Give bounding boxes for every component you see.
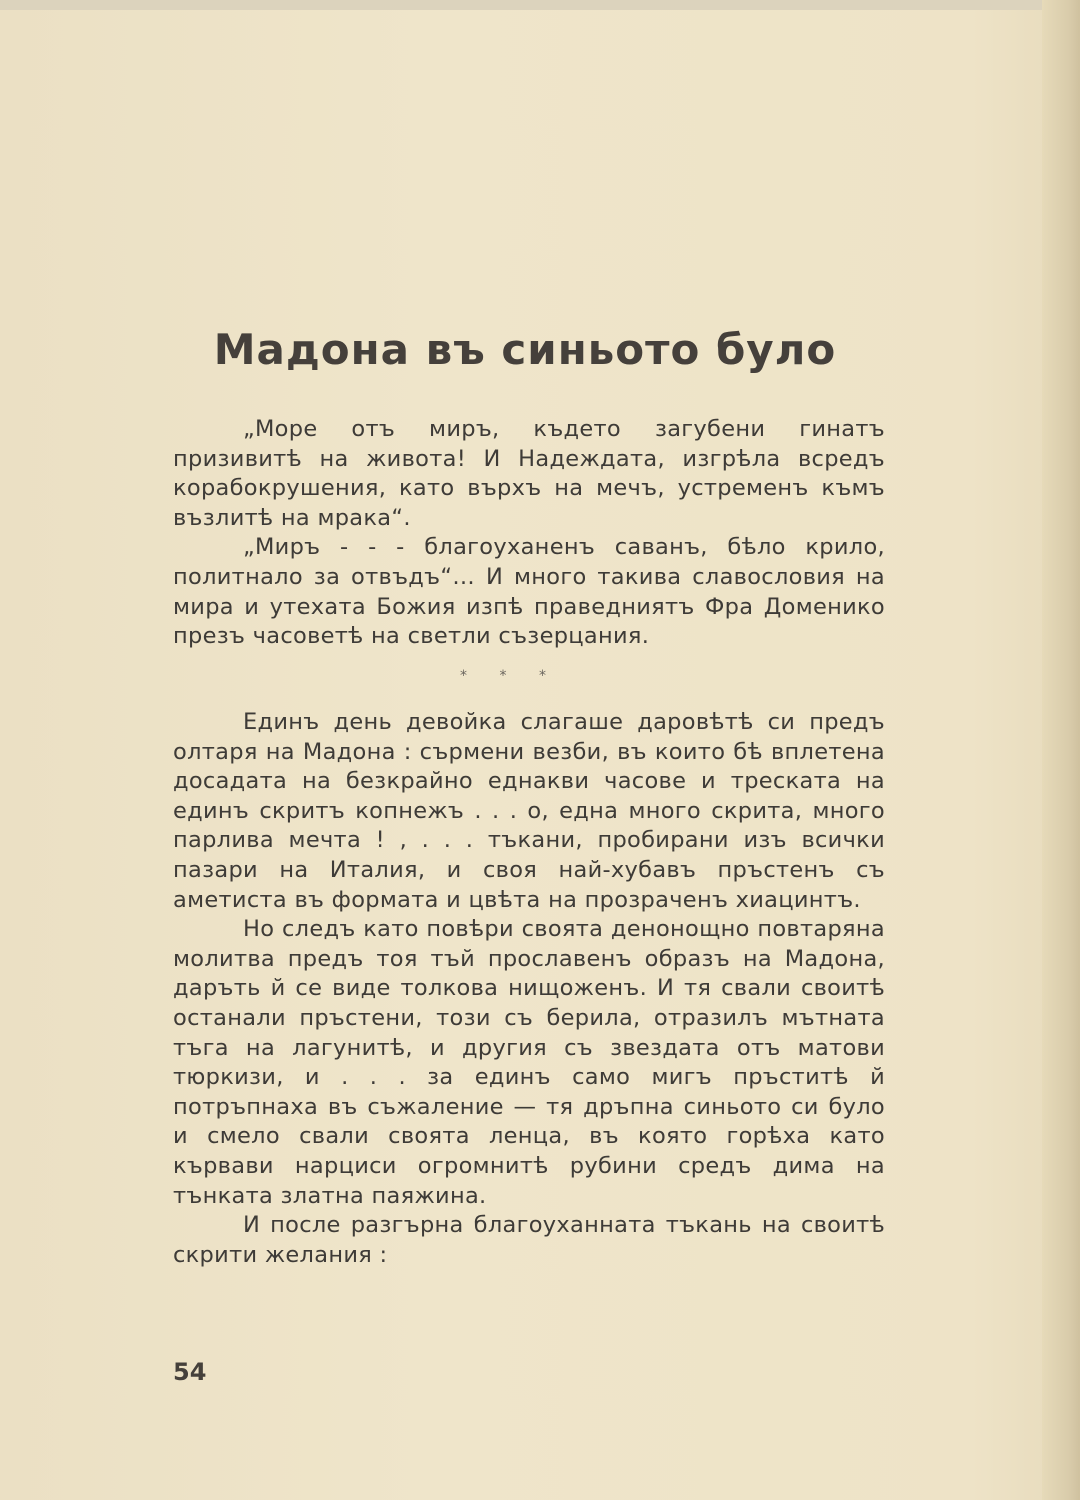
paragraph: Единъ день девойка слагаше даровѣтѣ си предъ олтаря на Мадона : сърмени везби, въ които бѣ вплетена досадата на безкрайно еднакви часове и треската на единъ скритъ копнежъ . . . о, една много скрита, много парлива мечта ! , . . . тъкани, пробирани изъ всички пазари на Италия, и своя най-хубавъ пръстенъ съ аметиста въ формата и цвѣта на прозраченъ хиацинтъ. <box>173 709 885 913</box>
page-number: 54 <box>173 1358 207 1386</box>
section-separator: * * * <box>460 668 560 684</box>
paragraph: И после разгърна благоуханната тъкань на своитѣ скрити желания : <box>173 1212 885 1268</box>
paragraph: „Море отъ миръ, където загубени гинатъ призивитѣ на живота! И Надеждата, изгрѣла всредъ корабокрушения, като върхъ на мечъ, устременъ къмъ възлитѣ на мрака“. <box>173 416 885 531</box>
paragraph: Но следъ като повѣри своята денонощно повтаряна молитва предъ тоя тъй прославенъ образъ на Мадона, даръть й се виде толкова нищоженъ. И тя свали своитѣ останали пръстени, този съ берила, отразилъ мътната тъга на лагунитѣ, и другия съ звездата отъ матови тюркизи, и . . . за единъ само мигъ пръститѣ й потръпнаха въ съжаление — тя дръпна синьото си було и смело свали своята ленца, въ която горѣха като кървави нарциси огромнитѣ рубини средъ дима на тънката златна паяжина. <box>173 916 885 1209</box>
scan-top-edge <box>0 0 1080 10</box>
opening-text-block <box>173 415 885 652</box>
scan-right-edge <box>1042 0 1080 1500</box>
chapter-title: Мадона въ синьото було <box>213 325 837 374</box>
paragraph: „Миръ - - - благоуханенъ саванъ, бѣло крило, политнало за отвъдъ“… И много такива славословия на мира и утехата Божия изпѣ праведниятъ Фра Доменико презъ часоветѣ на светли съзерцания. <box>173 534 885 650</box>
main-text-block <box>173 708 885 1270</box>
